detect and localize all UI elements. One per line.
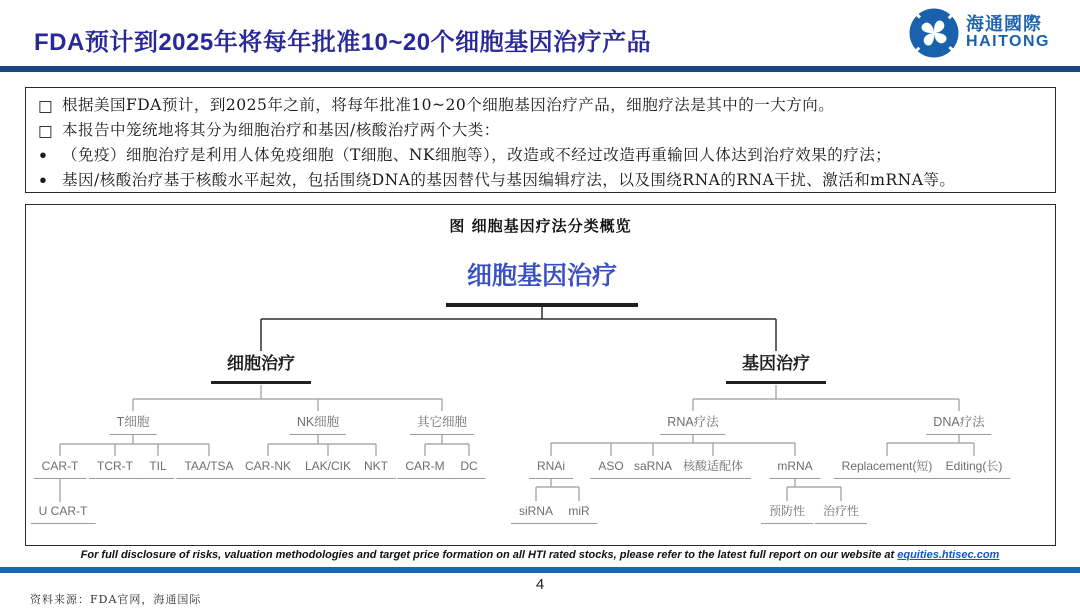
node-car-nk: CAR-NK <box>237 459 299 479</box>
node-other-cell: 其它细胞 <box>410 414 474 435</box>
header-divider-bar <box>0 66 1080 72</box>
node-aptamer: 核酸适配体 <box>675 459 751 479</box>
node-dc: DC <box>452 459 485 479</box>
classification-diagram <box>25 204 1056 546</box>
node-therapeutic: 治疗性 <box>815 504 867 524</box>
node-cell-therapy: 细胞治疗 <box>211 353 311 384</box>
node-t-cell: T细胞 <box>110 414 157 435</box>
source-note: 资料来源：FDA官网，海通国际 <box>30 593 202 606</box>
node-nkt: NKT <box>356 459 396 479</box>
dot-bullet-icon: • <box>38 171 49 190</box>
node-nk-cell: NK细胞 <box>290 414 346 435</box>
node-mrna: mRNA <box>769 459 820 479</box>
haitong-logo-icon <box>909 8 959 58</box>
summary-item <box>38 168 1043 193</box>
summary-text: 根据美国FDA预计，到2025年之前，将每年批准10~20个细胞基因治疗产品，细胞疗法是其中的一大方向。 <box>62 96 835 114</box>
node-cell-gene-therapy: 细胞基因治疗 <box>446 261 638 307</box>
node-til: TIL <box>141 459 174 479</box>
node-taa-tsa: TAA/TSA <box>176 459 241 479</box>
node-sarna: saRNA <box>626 459 680 479</box>
logo-name-cn: 海通國際 <box>966 14 1043 35</box>
node-lak-cik: LAK/CIK <box>297 459 359 479</box>
disclosure-link[interactable]: equities.htisec.com <box>897 549 1000 561</box>
square-bullet-icon: □ <box>38 96 54 115</box>
square-bullet-icon: □ <box>38 121 54 140</box>
node-car-t: CAR-T <box>34 459 87 479</box>
node-tcr-t: TCR-T <box>89 459 141 479</box>
node-prophylactic: 预防性 <box>761 504 813 524</box>
tree-connectors <box>26 205 1057 547</box>
summary-item <box>38 143 1043 168</box>
disclosure-text <box>0 549 1080 561</box>
footer-divider-bar <box>0 567 1080 573</box>
node-gene-therapy: 基因治疗 <box>726 353 826 384</box>
node-u-car-t: U CAR-T <box>31 504 96 524</box>
node-editing: Editing(长) <box>938 459 1011 479</box>
node-rna-therapy: RNA疗法 <box>660 414 725 435</box>
page-number: 4 <box>535 576 545 593</box>
dot-bullet-icon: • <box>38 146 49 165</box>
summary-text: 基因/核酸治疗基于核酸水平起效，包括围绕DNA的基因替代与基因编辑疗法，以及围绕RNA的RNA干扰、激活和mRNA等。 <box>62 171 956 189</box>
summary-item <box>38 93 1043 118</box>
disclosure-prefix: For full disclosure of risks, valuation methodologies and target price formation on all HTI rated stocks, please refer to the latest full report on our website at <box>80 549 898 561</box>
diagram-caption: 图 细胞基因疗法分类概览 <box>449 217 632 235</box>
haitong-logo-text <box>966 15 1050 51</box>
summary-text: 本报告中笼统地将其分为细胞治疗和基因/核酸治疗两个大类： <box>62 121 500 139</box>
haitong-logo <box>909 8 1050 58</box>
node-sirna: siRNA <box>511 504 561 524</box>
node-dna-therapy: DNA疗法 <box>926 414 991 435</box>
node-car-m: CAR-M <box>397 459 452 479</box>
page-title: FDA预计到2025年将每年批准10~20个细胞基因治疗产品 <box>34 29 652 56</box>
summary-text: （免疫）细胞治疗是利用人体免疫细胞（T细胞、NK细胞等），改造或不经过改造再重输回人体达到治疗效果的疗法； <box>62 146 892 164</box>
logo-name-en: HAITONG <box>966 33 1050 51</box>
summary-item <box>38 118 1043 143</box>
node-aso: ASO <box>590 459 631 479</box>
node-mir: miR <box>560 504 597 524</box>
summary-box <box>25 87 1056 193</box>
node-rnai: RNAi <box>529 459 573 479</box>
node-replacement: Replacement(短) <box>834 459 941 479</box>
